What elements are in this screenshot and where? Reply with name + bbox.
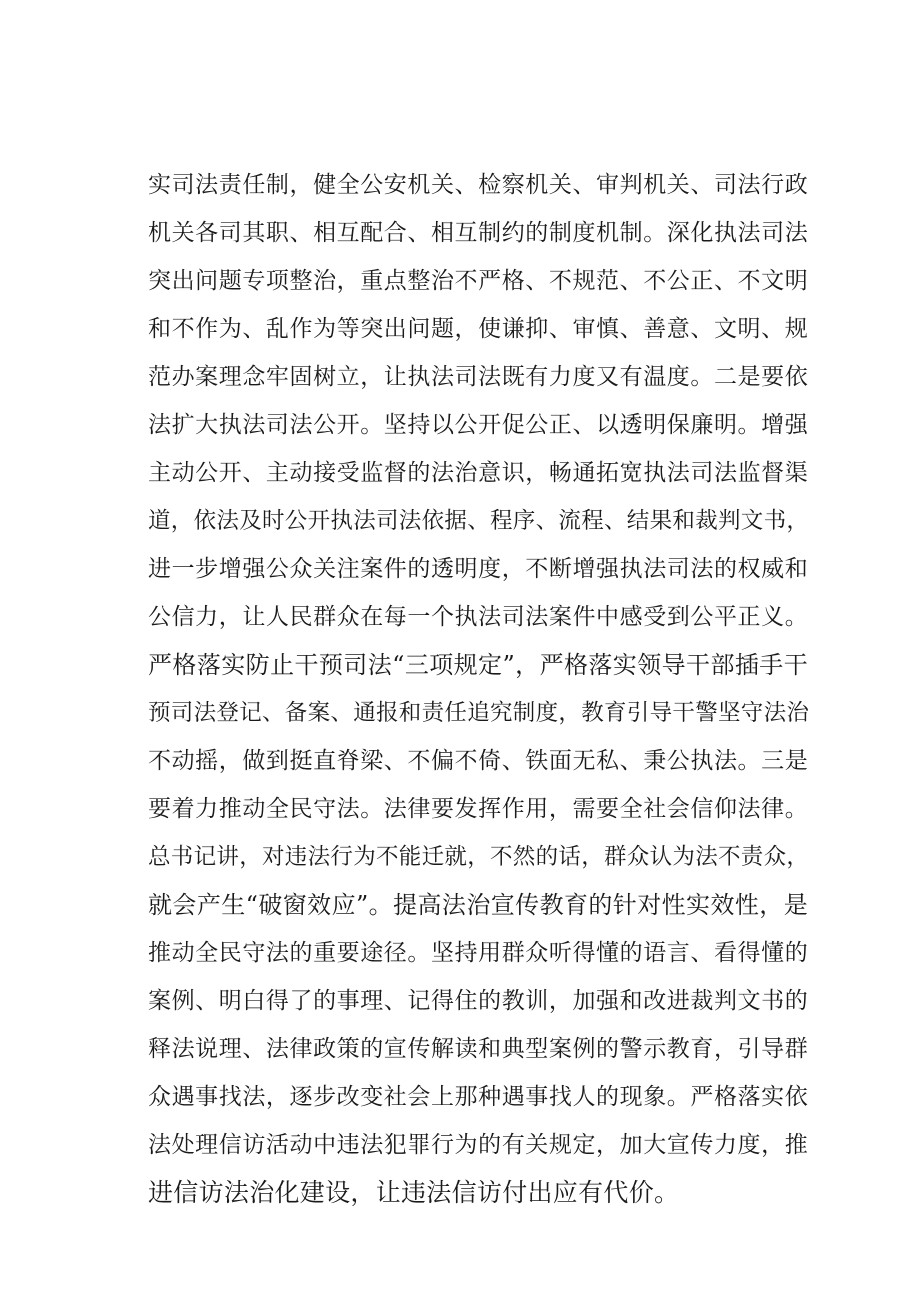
text-line: 法扩大执法司法公开。坚持以公开促公正、以透明保廉明。增强 bbox=[148, 412, 808, 438]
body-paragraph bbox=[148, 161, 808, 1217]
text-line: 进信访法治化建设，让违法信访付出应有代价。 bbox=[148, 1178, 680, 1207]
text-line: 众遇事找法，逐步改变社会上那种遇事找人的现象。严格落实依 bbox=[148, 1084, 808, 1110]
text-line: 推动全民守法的重要途径。坚持用群众听得懂的语言、看得懂的 bbox=[148, 940, 808, 966]
text-line: 公信力，让人民群众在每一个执法司法案件中感受到公平正义。 bbox=[148, 604, 808, 630]
text-line: 就会产生“破窗效应”。提高法治宣传教育的针对性实效性，是 bbox=[148, 891, 808, 919]
text-line: 释法说理、法律政策的宣传解读和典型案例的警示教育，引导群 bbox=[148, 1036, 808, 1062]
text-line: 机关各司其职、相互配合、相互制约的制度机制。深化执法司法 bbox=[148, 220, 808, 246]
text-line: 严格落实防止干预司法“三项规定”，严格落实领导干部插手干 bbox=[148, 651, 808, 679]
text-line: 道，依法及时公开执法司法依据、程序、流程、结果和裁判文书， bbox=[148, 508, 810, 534]
text-line: 不动摇，做到挺直脊梁、不偏不倚、铁面无私、秉公执法。三是 bbox=[148, 748, 808, 774]
text-line: 案例、明白得了的事理、记得住的教训，加强和改进裁判文书的 bbox=[148, 988, 808, 1014]
text-line: 法处理信访活动中违法犯罪行为的有关规定，加大宣传力度，推 bbox=[148, 1132, 808, 1158]
text-line: 主动公开、主动接受监督的法治意识，畅通拓宽执法司法监督渠 bbox=[148, 460, 808, 486]
text-line: 突出问题专项整治，重点整治不严格、不规范、不公正、不文明 bbox=[148, 268, 808, 294]
text-line: 要着力推动全民守法。法律要发挥作用，需要全社会信仰法律。 bbox=[148, 796, 808, 822]
text-line: 预司法登记、备案、通报和责任追究制度，教育引导干警坚守法治 bbox=[148, 700, 810, 726]
text-line: 范办案理念牢固树立，让执法司法既有力度又有温度。二是要依 bbox=[148, 364, 808, 390]
text-line: 进一步增强公众关注案件的透明度，不断增强执法司法的权威和 bbox=[148, 556, 808, 582]
text-line: 总书记讲，对违法行为不能迁就，不然的话，群众认为法不责众， bbox=[148, 844, 810, 870]
text-line: 和不作为、乱作为等突出问题，使谦抑、审慎、善意、文明、规 bbox=[148, 316, 808, 342]
text-line: 实司法责任制，健全公安机关、检察机关、审判机关、司法行政 bbox=[148, 172, 808, 198]
